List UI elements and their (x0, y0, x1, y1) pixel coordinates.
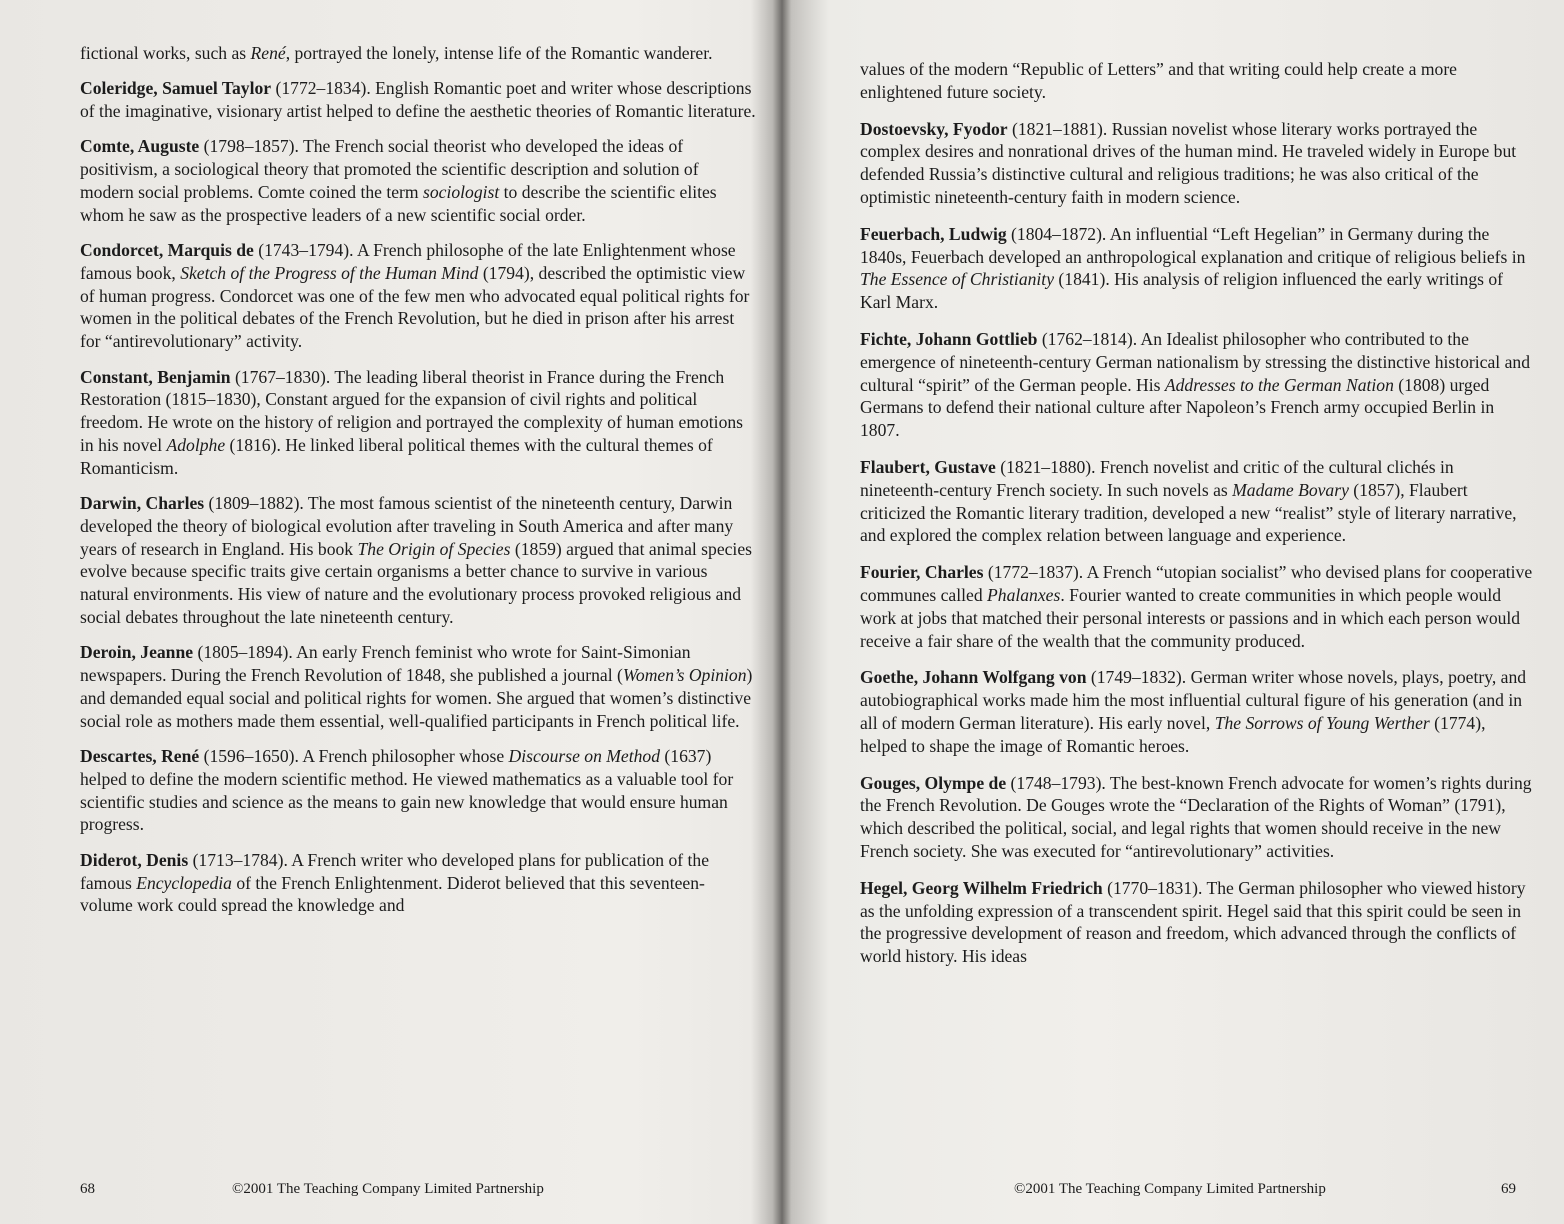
entry-text: to describe the scientific elites whom he saw as the prospective leaders of a new scientific social order. (80, 181, 717, 225)
glossary-entry (80, 135, 756, 226)
entry-text: , portrayed the lonely, intense life of the Romantic wanderer. (285, 43, 713, 63)
entry-term: Comte, Auguste (80, 136, 200, 157)
glossary-column-left (80, 42, 756, 917)
entry-text: (1772–1834). English Romantic poet and writer whose descriptions of the imaginative, visionary artist helped to define the aesthetic theories of Romantic literature. (80, 78, 756, 122)
glossary-entry (860, 328, 1534, 442)
glossary-entry (80, 849, 756, 917)
entry-text: (1808) urged Germans to defend their national culture after Napoleon’s French army occupied Berlin in 1807. (860, 374, 1495, 441)
entry-title-italic: sociologist (423, 181, 500, 202)
entry-term: Darwin, Charles (80, 493, 205, 514)
entry-text: (1859) argued that animal species evolve because specific traits give certain organisms a better chance to survive in various natural environments. His view of nature and the evolutionary process provoked religious and social debates throughout the late nineteenth century. (80, 538, 752, 628)
entry-text: (1748–1793). The best-known French advocate for women’s rights during the French Revolution. De Gouges wrote the “Declaration of the Rights of Woman” (1791), which described the political, social, and legal rights that women should receive in the new French society. She was executed for “antirevolutionary” activities. (860, 772, 1532, 861)
entry-term: Diderot, Denis (80, 849, 189, 870)
glossary-entry (860, 561, 1534, 652)
entry-text: values of the modern “Republic of Letters” and that writing could help create a more enlightened future society. (860, 59, 1457, 102)
entry-text: fictional works, such as (80, 43, 251, 63)
entry-term: Deroin, Jeanne (80, 642, 194, 663)
entry-text: (1743–1794). A French philosophe of the late Enlightenment whose famous book, (80, 240, 736, 283)
glossary-entry (860, 118, 1534, 209)
footer-copyright-right: ©2001 The Teaching Company Limited Partnership (1014, 1181, 1326, 1197)
entry-term: Hegel, Georg Wilhelm Friedrich (860, 877, 1103, 898)
entry-text: (1798–1857). The French social theorist who developed the ideas of positivism, a sociological theory that promoted the scientific description and solution of modern social problems. Comte coined the term (80, 136, 699, 202)
entry-text: (1762–1814). An Idealist philosopher who contributed to the emergence of nineteenth-century German nationalism by stressing the distinctive historical and cultural “spirit” of the German people. His (860, 328, 1530, 395)
glossary-entry (80, 492, 756, 629)
glossary-entry (80, 366, 756, 480)
footer-copyright-left: ©2001 The Teaching Company Limited Partnership (232, 1181, 544, 1197)
entry-text: (1596–1650). A French philosopher whose (199, 746, 509, 767)
entry-text: ) and demanded equal social and political rights for women. She argued that women’s distinctive social role as mothers made them essential, well-qualified participants in French political life. (80, 665, 753, 731)
entry-text: (1804–1872). An influential “Left Hegelian” in Germany during the 1840s, Feuerbach developed an anthropological explanation and critique of religious beliefs in (860, 223, 1526, 267)
entry-text: . Fourier wanted to create communities in which people would work at jobs that matched their personal interests or passions and in which each person would receive a fair share of the wealth that the community produced. (860, 584, 1521, 651)
entry-text: (1841). His analysis of religion influenced the early writings of Karl Marx. (860, 269, 1504, 313)
entry-text: (1816). He linked liberal political themes with the cultural themes of Romanticism. (80, 434, 713, 478)
entry-title-italic: Encyclopedia (136, 872, 232, 893)
glossary-entry (860, 772, 1534, 863)
entry-text: (1809–1882). The most famous scientist of the nineteenth century, Darwin developed the theory of biological evolution after traveling in South America and after many years of research in England. His book (80, 493, 734, 559)
entry-title-italic: René (250, 43, 286, 63)
entry-text: (1774), helped to shape the image of Romantic heroes. (860, 712, 1486, 756)
entry-term: Constant, Benjamin (80, 366, 231, 387)
entry-title-italic: Addresses to the German Nation (1164, 374, 1394, 395)
entry-term: Fourier, Charles (860, 562, 984, 583)
entry-text: (1772–1837). A French “utopian socialist” who devised plans for cooperative communes called (860, 562, 1533, 605)
glossary-entry (860, 58, 1534, 104)
entry-term: Gouges, Olympe de (860, 772, 1007, 793)
entry-term: Condorcet, Marquis de (80, 240, 254, 261)
entry-term: Feuerbach, Ludwig (860, 223, 1007, 244)
entry-term: Coleridge, Samuel Taylor (80, 78, 272, 99)
entry-text: of the French Enlightenment. Diderot believed that this seventeen-volume work could spread the knowledge and (80, 872, 705, 916)
entry-title-italic: Madame Bovary (1232, 479, 1349, 500)
entry-text: (1857), Flaubert criticized the Romantic literary tradition, developed a new “realist” style of literary narrative, and explored the complex relation between language and experience. (860, 479, 1517, 546)
entry-term: Flaubert, Gustave (860, 456, 996, 477)
glossary-entry (80, 77, 756, 123)
entry-title-italic: Phalanxes (987, 584, 1061, 605)
entry-title-italic: The Essence of Christianity (860, 269, 1055, 290)
page-number-right: 69 (1501, 1181, 1516, 1197)
entry-term: Descartes, René (80, 746, 200, 767)
right-page (782, 0, 1564, 1224)
entry-text: (1821–1881). Russian novelist whose literary works portrayed the complex desires and nonrational drives of the human mind. He traveled widely in Europe but defended Russia’s distinctive cultural and religious traditions; he was also critical of the optimistic nineteenth-century faith in modern science. (860, 118, 1517, 207)
entry-text: (1713–1784). A French writer who developed plans for publication of the famous (80, 849, 710, 893)
entry-text: (1637) helped to define the modern scientific method. He viewed mathematics as a valuable tool for scientific studies and science as the means to gain new knowledge that would ensure human progress. (80, 746, 734, 835)
entry-text: (1794), described the optimistic view of human progress. Condorcet was one of the few men who advocated equal political rights for women in the political debates of the French Revolution, but he died in prison after his arrest for “antirevolutionary” activity. (80, 262, 750, 352)
glossary-entry (860, 456, 1534, 547)
entry-title-italic: Women’s Opinion (622, 665, 747, 686)
entry-text: (1767–1830). The leading liberal theorist in France during the French Restoration (1815–1830), Constant argued for the expansion of civil rights and political freedom. He wrote on the history of religion and portrayed the complexity of human emotions in his novel (80, 366, 744, 455)
glossary-entry (860, 223, 1534, 314)
glossary-entry (80, 239, 756, 353)
entry-term: Goethe, Johann Wolfgang von (860, 667, 1087, 688)
entry-title-italic: Sketch of the Progress of the Human Mind (180, 262, 479, 283)
entry-title-italic: The Origin of Species (357, 538, 511, 559)
glossary-column-right (860, 58, 1534, 968)
entry-title-italic: Adolphe (166, 434, 226, 455)
glossary-entry (80, 42, 756, 65)
entry-title-italic: The Sorrows of Young Werther (1214, 712, 1430, 733)
entry-title-italic: Discourse on Method (508, 746, 661, 767)
glossary-entry (860, 877, 1534, 968)
entry-text: (1749–1832). German writer whose novels, plays, poetry, and autobiographical works made him the most influential cultural figure of his generation (and in all of modern German literature). His early novel, (860, 667, 1527, 733)
entry-text: (1805–1894). An early French feminist who wrote for Saint-Simonian newspapers. During the French Revolution of 1848, she published a journal ( (80, 642, 691, 686)
glossary-entry (80, 745, 756, 836)
glossary-entry (860, 666, 1534, 757)
entry-text: (1821–1880). French novelist and critic of the cultural clichés in nineteenth-century French society. In such novels as (860, 456, 1454, 500)
glossary-entry (80, 641, 756, 732)
page-number-left: 68 (80, 1181, 95, 1197)
entry-text: (1770–1831). The German philosopher who viewed history as the unfolding expression of a transcendent spirit. Hegel said that this spirit could be seen in the progressive development of reason and freedom, which advanced through the conflicts of world history. His ideas (860, 877, 1526, 967)
entry-term: Dostoevsky, Fyodor (860, 118, 1008, 139)
entry-term: Fichte, Johann Gottlieb (860, 328, 1038, 349)
